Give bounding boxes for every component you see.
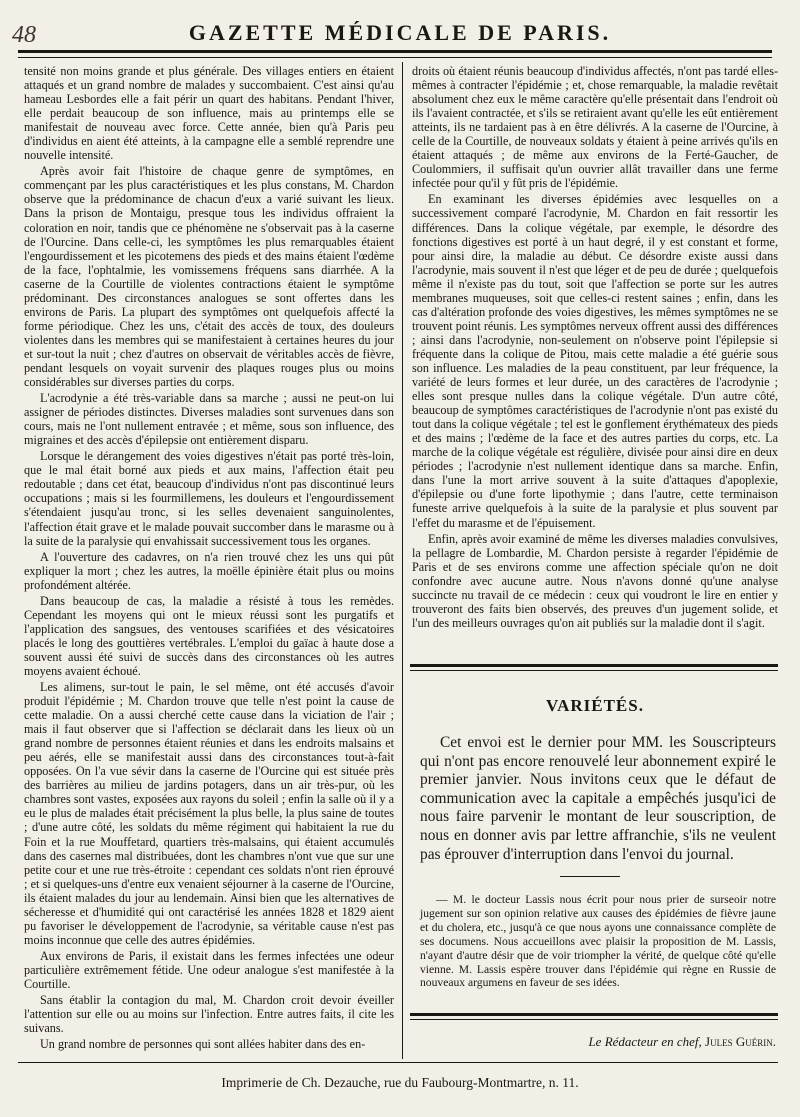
paragraph: L'acrodynie a été très-variable dans sa marche ; aussi ne peut-on lui assigner de périodes distinctes. Diverses maladies sont survenues dans son cours, mais ne l'ont nullement entravée ; et même, sous son influence, des migraines et des accès d'épilepsie ont entièrement disparu. [24, 391, 394, 448]
header-rule-thick [18, 50, 772, 53]
editor-name: Jules Guérin. [705, 1034, 776, 1049]
left-column [24, 64, 394, 1059]
editor-role: Le Rédacteur en chef, [588, 1034, 702, 1049]
short-divider [560, 876, 620, 877]
right-column [412, 64, 778, 659]
imprint: Imprimerie de Ch. Dezauche, rue du Faubourg-Montmartre, n. 11. [221, 1075, 579, 1090]
note-text: — M. le docteur Lassis nous écrit pour nous prier de surseoir notre jugement sur son opinion relative aux causes des épidémies de fièvre jaune et du cholera, etc., jusqu'à ce que nous ayons une connaissance complète de ses documens. Nous accueillons avec plaisir la proposition de M. Lassis, n'ayant d'autre désir que de voir triompher la vérité, de quelque côté qu'elle vienne. M. Lassis espère trouver dans l'épidémie qui règne en Russie de nouveaux argumens en faveur de ses idées. [420, 893, 776, 990]
paragraph: Enfin, après avoir examiné de même les diverses maladies convulsives, la pellagre de Lombardie, M. Chardon persiste à regarder l'épidémie de Paris et de ses environs comme une affection spéciale qu'on ne doit confondre avec aucune autre. Nous n'avons donné qu'une analyse succincte nu travail de ce médecin : ceux qui voudront le lire en entier y trouveront des faits bien observés, des preuves d'un jugement solide, et l'un des meilleurs ouvrages qu'on ait publiés sur la maladie dont il s'agit. [412, 531, 778, 630]
paragraph: Lorsque le dérangement des voies digestives n'était pas porté très-loin, que le mal était borné aux pieds et aux mains, l'affection était peu redoutable ; dans cet état, beaucoup d'individus n'ont pas discontinué leurs occupations ; mais si les fourmillemens, les douleurs et l'engourdissement s'étendaient jusqu'au tronc, si les selles devenaient sanguinolentes, l'affection était grave et le malade pouvait succomber dans le marasme ou à la suite de la paralysie qui envahissait successivement tous les organes. [24, 449, 394, 548]
paragraph: Un grand nombre de personnes qui sont allées habiter dans des en- [40, 1037, 366, 1052]
paragraph: En examinant les diverses épidémies avec lesquelles on a successivement comparé l'acrodynie, M. Chardon en fait ressortir les différences. Dans la colique végétale, par exemple, le désordre des fonctions digestives est porté à un haut degré, il y est constant et forme, pour ainsi dire, la maladie au début. Ce désordre existe aussi dans l'acrodynie, mais souvent il n'est que léger et de peu de durée ; quelquefois même il n'existe pas du tout, soit que l'affection se porte sur les autres membranes muqueuses, soit que celles-ci restent saines ; enfin, dans les cas d'altération profonde des voies digestives, les mêmes symptômes ne se trouvent point réunis. Les symptômes nerveux offrent aussi des différences ; ainsi dans l'acrodynie, non-seulement on n'observe point l'épilepsie si fréquente dans la colique de Pitou, mais cette maladie a été guérie sous son influence. Les maladies de la peau constituent, par leur fréquence, la variété de leurs formes et leur durée, un des caractères de l'acrodynie ; elles sont presque nulles dans la colique végétale. D'un autre côté, beaucoup de symptômes caractéristiques de l'acrodynie n'ont pas existé du tout dans la colique végétale ; tel est le gonflement érythémateux des pieds et des mains ; l'œdème de la face et des autres parties du corps, etc. La marche de la colique végétale est régulière, divisée pour ainsi dire en deux périodes ; l'acrodynie n'est nullement identique dans sa marche. Enfin, dans l'une la mort arrive souvent à la suite d'attaques d'apoplexie, d'épilepsie ou d'une forte lipothymie ; dans l'autre, cette terminaison funeste arrive quelquefois à la suite de la paralysie et plus souvent par l'effet du marasme et de l'épuisement. [412, 192, 778, 530]
paragraph: droits où étaient réunis beaucoup d'individus affectés, n'ont pas tardé elles-mêmes à contracter l'épidémie ; et, chose remarquable, la maladie revêtait absolument chez eux le même caractère qu'elle présentait dans l'endroit où ils l'avaient contractée, et s'ils se retiraient avant qu'elle les eût entièrement atteints, ils ne tardaient pas à en être délivrés. A la caserne de l'Ourcine, à celle de la Courtille, de nouveaux soldats y étaient à peine arrivés qu'ils en étaient attaqués ; de même aux environs de la Ferté-Gaucher, de Coulommiers, il suffisait qu'un ouvrier allât travailler dans une ferme infectée pour qu'il y fût pris de l'épidémie. [412, 64, 778, 191]
footer-rule [18, 1062, 778, 1063]
column-divider [402, 62, 403, 1059]
section-rule-thin [410, 670, 778, 671]
section-rule [410, 1013, 778, 1016]
paragraph: Les alimens, sur-tout le pain, le sel même, ont été accusés d'avoir produit l'épidémie ; M. Chardon trouve que telle n'est point la cause de cette maladie. On a aussi cherché cette cause dans la viciation de l'air ; mais il faut observer que si l'affection se déclarait dans les lieux où un grand nombre de personnes étaient réunies et dans les endroits malsains et peu aérés, elle se manifestait aussi dans des circonstances tout-à-fait opposées. On l'a vue sévir dans la caserne de l'Ourcine qui est située près des barrières au milieu de jardins potagers, dans un air très-pur, où les chambres sont vastes, exposées aux rayons du soleil ; enfin la salle où il y a eu le plus de malades était précisément la plus belle, la plus saine de toutes ; d'une autre côté, les soldats du même régiment qui habitaient la rue du Foin et la rue Mouffetard, quartiers très-malsains, qui étaient accumulés dans des casernes mal distribuées, dont les chambres n'ont vue que sur une petite cour et une rue très-étroite : cependant ces soldats n'ont rien éprouvé ; et si quelques-uns d'entre eux venaient séjourner à la caserne de l'Ourcine, ils étaient malades du jour au lendemain. Ainsi bien que les alternatives de sécheresse et d'humidité qui ont caractérisé les années 1828 et 1829 aient pu favoriser le développement de l'acrodynie, sa véritable cause n'est pas moins inconnue que celle des autres épidémies. [24, 680, 394, 947]
section-rule-thin [410, 1019, 778, 1020]
editor-signature [420, 1034, 776, 1050]
varietes-heading: VARIÉTÉS. [546, 696, 644, 715]
paragraph: Dans beaucoup de cas, la maladie a résisté à tous les remèdes. Cependant les moyens qui ont le mieux réussi sont les purgatifs et l'application des sangsues, des ventouses scarifiées et des vésicatoires placés le long des gouttières vertébrales. L'emploi du gaïac à haute dose a souvent aussi été suivi de succès dans des circonstances où les autres moyens avaient échoué. [24, 593, 394, 678]
paragraph: Aux environs de Paris, il existait dans les fermes infectées une odeur particulière extrêmement fétide. Une odeur analogue s'est manifestée à la Courtille. [24, 948, 394, 991]
header-rule-thin [18, 57, 772, 58]
paragraph: Sans établir la contagion du mal, M. Chardon croit devoir éveiller l'attention sur elle ou au moins sur l'infection. Entre autres faits, il cite les suivans. [24, 993, 394, 1036]
paragraph: tensité non moins grande et plus générale. Des villages entiers en étaient attaqués et un grand nombre de malades y succombaient. C'est ainsi qu'au hameau Lesbordes elle a fait périr un quart des habitans. Pendant l'hiver, elle perdait beaucoup de son influence, mais au printemps elle se manifestait de nouveau avec force. Cette année, bien qu'à Paris peu d'individus en aient été atteints, à la campagne elle a semblé reprendre une nouvelle intensité. [24, 64, 394, 163]
section-rule [410, 664, 778, 667]
page-number: 48 [12, 22, 36, 48]
page-title: GAZETTE MÉDICALE DE PARIS. [188, 20, 612, 45]
notice-text: Cet envoi est le dernier pour MM. les Souscripteurs qui n'ont pas encore renouvelé leur abonnement expiré le premier janvier. Nous invitons ceux que le défaut de communication avec la capitale a empêchés jusqu'ici de nous faire parvenir le montant de leur souscription, de nous en donner avis par lettre affranchie, s'ils ne veulent pas éprouver d'interruption dans l'envoi du journal. [420, 734, 776, 863]
lassis-note [420, 893, 776, 990]
paragraph: A l'ouverture des cadavres, on n'a rien trouvé chez les uns qui pût expliquer la mort ; chez les autres, la moëlle épinière était plus ou moins profondément altérée. [24, 549, 394, 592]
paragraph: Après avoir fait l'histoire de chaque genre de symptômes, en commençant par les plus caractéristiques et les plus constans, M. Chardon observe que la prédominance de chacun d'eux a varié suivant les lieux. Dans la prison de Montaigu, presque tous les individus offraient la coloration en noir, tandis que ce phénomène ne s'observait pas à la caserne de l'Ourcine. Dans celle-ci, les symptômes les plus remarquables étaient l'engourdissement et les picotemens des pieds et des mains étaient l'œdème de la face, l'ophtalmie, les vomissemens fréquens sans diarrhée. A la caserne de la Courtille de violentes contractions étaient le symptôme prédominant. Des circonstances analogues se sont offertes dans les environs de Paris. La plupart des symptômes ont quelquefois affecté la forme périodique. Chez les uns, c'était des accès de toux, des douleurs violentes dans les membres qui se manifestaient à certaines heures du jour et sur-tout la nuit ; chez d'autres on observait de véritables accès de fièvre, pendant lesquels on voyait survenir des plaques rouges plus ou moins considérables sur diverses parties du corps. [24, 164, 394, 390]
subscription-notice [420, 734, 776, 864]
